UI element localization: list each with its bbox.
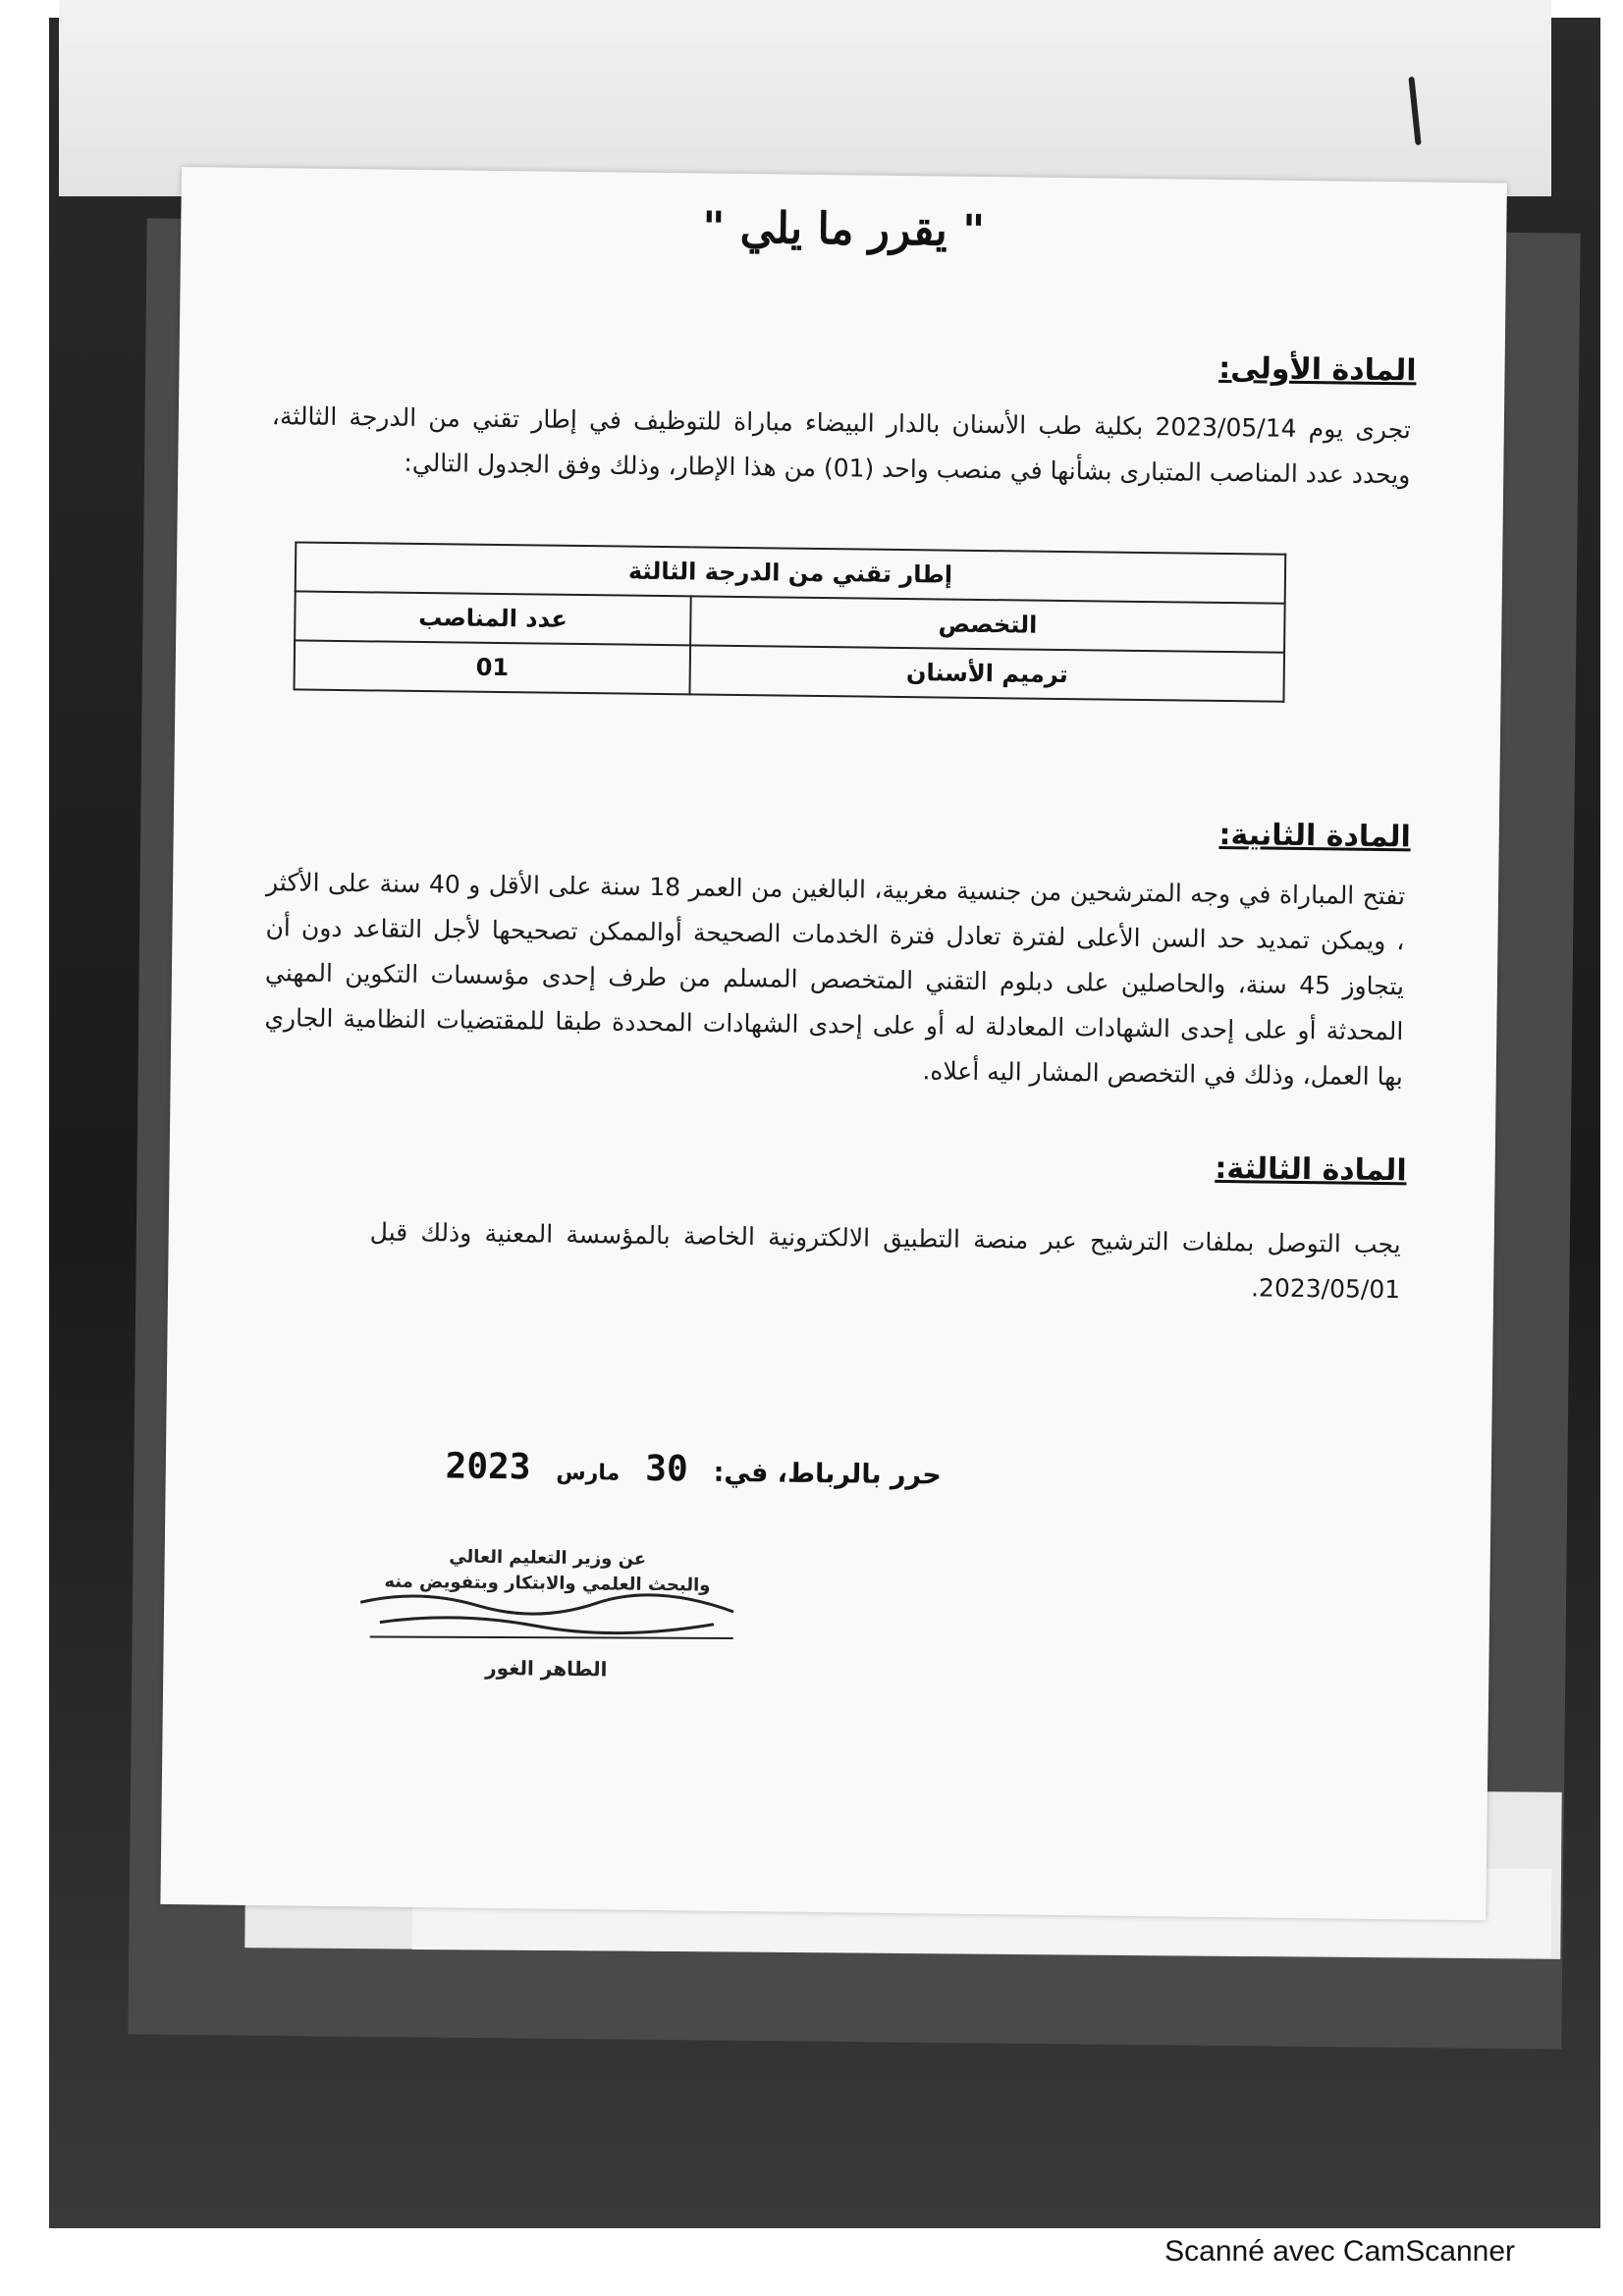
signing-place: حرر بالرباط، في: bbox=[713, 1457, 942, 1491]
signature-line-2: والبحث العلمي والابتكار وبتفويض منه bbox=[384, 1571, 711, 1596]
signatory-name: الطاهر الغور bbox=[485, 1655, 608, 1682]
signing-month: مارس bbox=[556, 1460, 621, 1486]
signing-line bbox=[445, 1446, 942, 1492]
signature-block bbox=[340, 1543, 754, 1685]
table-header-specialty: التخصص bbox=[690, 596, 1284, 652]
folder-top-sheet bbox=[59, 0, 1551, 196]
table-cell-specialty: ترميم الأسنان bbox=[690, 645, 1284, 701]
table-header-count: عدد المناصب bbox=[295, 591, 691, 645]
signing-day: 30 bbox=[645, 1448, 688, 1490]
article-3-title: المادة الثالثة: bbox=[1215, 1150, 1407, 1189]
article-2-text: تفتح المباراة في وجه المترشحين من جنسية مغربية، البالغين من العمر 18 سنة على الأقل و 40 سنة على الأكثر ، ويمكن تمديد حد السن الأعلى لفترة تعادل فترة الخدمات الصحيحة أوالممكن تصحيحها لأجل التقاعد دون أن يتجاوز 45 سنة، والحاصلين على دبلوم التقني المتخصص المسلم من طرف إحدى مؤسسات التكوين المهني المحدثة أو على إحدى الشهادات المعادلة له أو على إحدى الشهادات المحددة طبقا للمقتضيات النظامية الجاري بها العمل، وذلك في التخصص المشار اليه أعلاه. bbox=[264, 868, 1406, 1092]
article-1-title: المادة الأولى: bbox=[1217, 350, 1417, 389]
document-page bbox=[160, 167, 1507, 1920]
article-3-text: يجب التوصل بملفات الترشيح عبر منصة التطبيق الالكترونية الخاصة بالمؤسسة المعنية وذلك قبل 2023/05/01. bbox=[369, 1217, 1401, 1305]
table-title: إطار تقني من الدرجة الثالثة bbox=[296, 542, 1286, 603]
handwritten-signature bbox=[341, 1582, 754, 1656]
scanner-watermark: Scanné avec CamScanner bbox=[1164, 2235, 1515, 2268]
positions-table bbox=[293, 541, 1286, 702]
signing-year: 2023 bbox=[445, 1446, 531, 1488]
decision-heading: " يقرر ما يلي " bbox=[702, 202, 986, 256]
table-cell-count: 01 bbox=[295, 640, 691, 694]
signature-line-1: عن وزير التعليم العالي bbox=[449, 1546, 647, 1570]
article-2-title: المادة الثانية: bbox=[1218, 817, 1411, 855]
article-1-text: تجرى يوم 2023/05/14 بكلية طب الأسنان بالدار البيضاء مباراة للتوظيف في إطار تقني من الدرجة الثالثة، ويحدد عدد المناصب المتبارى بشأنها في منصب واحد (01) من هذا الإطار، وذلك وفق الجدول التالي: bbox=[271, 401, 1412, 490]
scan-margin-left bbox=[0, 0, 49, 2296]
